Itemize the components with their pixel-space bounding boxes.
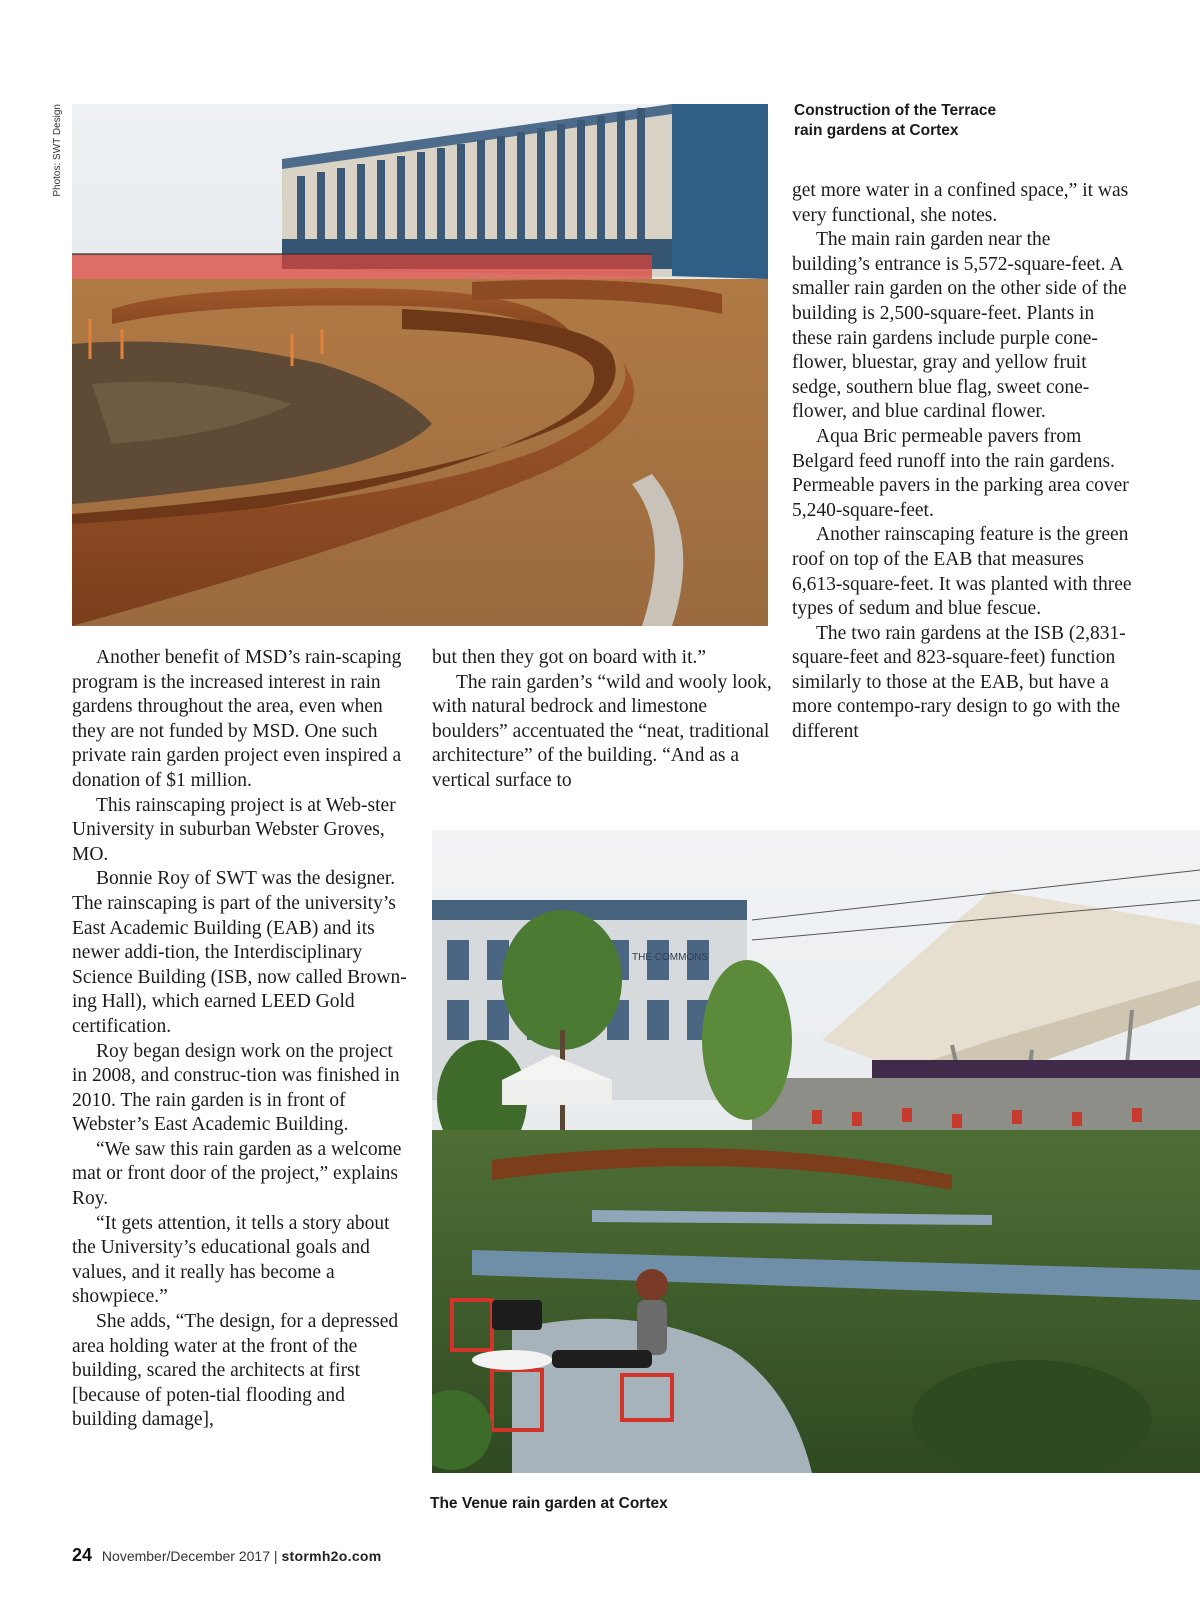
- paragraph: Bonnie Roy of SWT was the designer. The rainscaping is part of the university’s East Academic Building (EAB) and its newer addi-tion, the Interdisciplinary Science Building (ISB, now called Brown-ing Hall), which earned LEED Gold certification.: [72, 868, 407, 1037]
- building-sign: THE COMMONS: [632, 952, 709, 963]
- page-number: 24: [72, 1545, 93, 1565]
- paragraph: She adds, “The design, for a depressed area holding water at the front of the building, scared the architects at first [because of poten-tial flooding and building damage],: [72, 1311, 399, 1431]
- paragraph: but then they got on board with it.”: [432, 647, 707, 668]
- issue-date: November/December 2017: [101, 1548, 271, 1564]
- column-2: [432, 646, 772, 794]
- page-footer: [72, 1545, 382, 1566]
- top-photo: [72, 104, 768, 626]
- website-link[interactable]: stormh2o.com: [281, 1548, 382, 1564]
- column-3: [792, 179, 1132, 745]
- paragraph: Another benefit of MSD’s rain-scaping program is the increased interest in rain gardens throughout the area, even when they are not funded by MSD. One such private rain garden project even inspired a donation of $1 million.: [72, 647, 402, 791]
- paragraph: “It gets attention, it tells a story about the University’s educational goals and values, and it really has become a showpiece.”: [72, 1212, 390, 1308]
- top-photo-caption: Construction of the Terrace rain gardens at Cortex: [794, 102, 997, 139]
- paragraph: The main rain garden near the building’s entrance is 5,572-square-feet. A smaller rain garden on the other side of the building is 2,500-square-feet. Plants in these rain gardens include purple cone-flower, bluestar, gray and yellow fruit sedge, southern blue flag, sweet cone-flower, and blue cardinal flower.: [792, 229, 1127, 423]
- bottom-photo-caption: The Venue rain garden at Cortex: [430, 1495, 668, 1512]
- photo-credit: Photos: SWT Design: [52, 104, 63, 197]
- paragraph: The rain garden’s “wild and wooly look, with natural bedrock and limestone boulders” accentuated the “neat, traditional architecture” of the building. “And as a vertical surface to: [432, 671, 772, 791]
- paragraph: Roy began design work on the project in 2008, and construc-tion was finished in 2010. The rain garden is in front of Webster’s East Academic Building.: [72, 1040, 400, 1136]
- paragraph: “We saw this rain garden as a welcome mat or front door of the project,” explains Roy.: [72, 1138, 402, 1210]
- bottom-photo: [432, 830, 1200, 1473]
- column-1: [72, 646, 412, 1433]
- footer-separator: |: [273, 1548, 278, 1564]
- paragraph: Aqua Bric permeable pavers from Belgard feed runoff into the rain gardens. Permeable pavers in the parking area cover 5,240-square-feet.: [792, 425, 1129, 521]
- paragraph: The two rain gardens at the ISB (2,831-square-feet and 823-square-feet) function similarly to those at the EAB, but have a more contempo-rary design to go with the different: [792, 622, 1126, 743]
- paragraph: get more water in a confined space,” it was very functional, she notes.: [792, 180, 1129, 226]
- paragraph: This rainscaping project is at Web-ster University in suburban Webster Groves, MO.: [72, 794, 396, 865]
- paragraph: Another rainscaping feature is the green roof on top of the EAB that measures 6,613-square-feet. It was planted with three types of sedum and blue fescue.: [792, 524, 1132, 620]
